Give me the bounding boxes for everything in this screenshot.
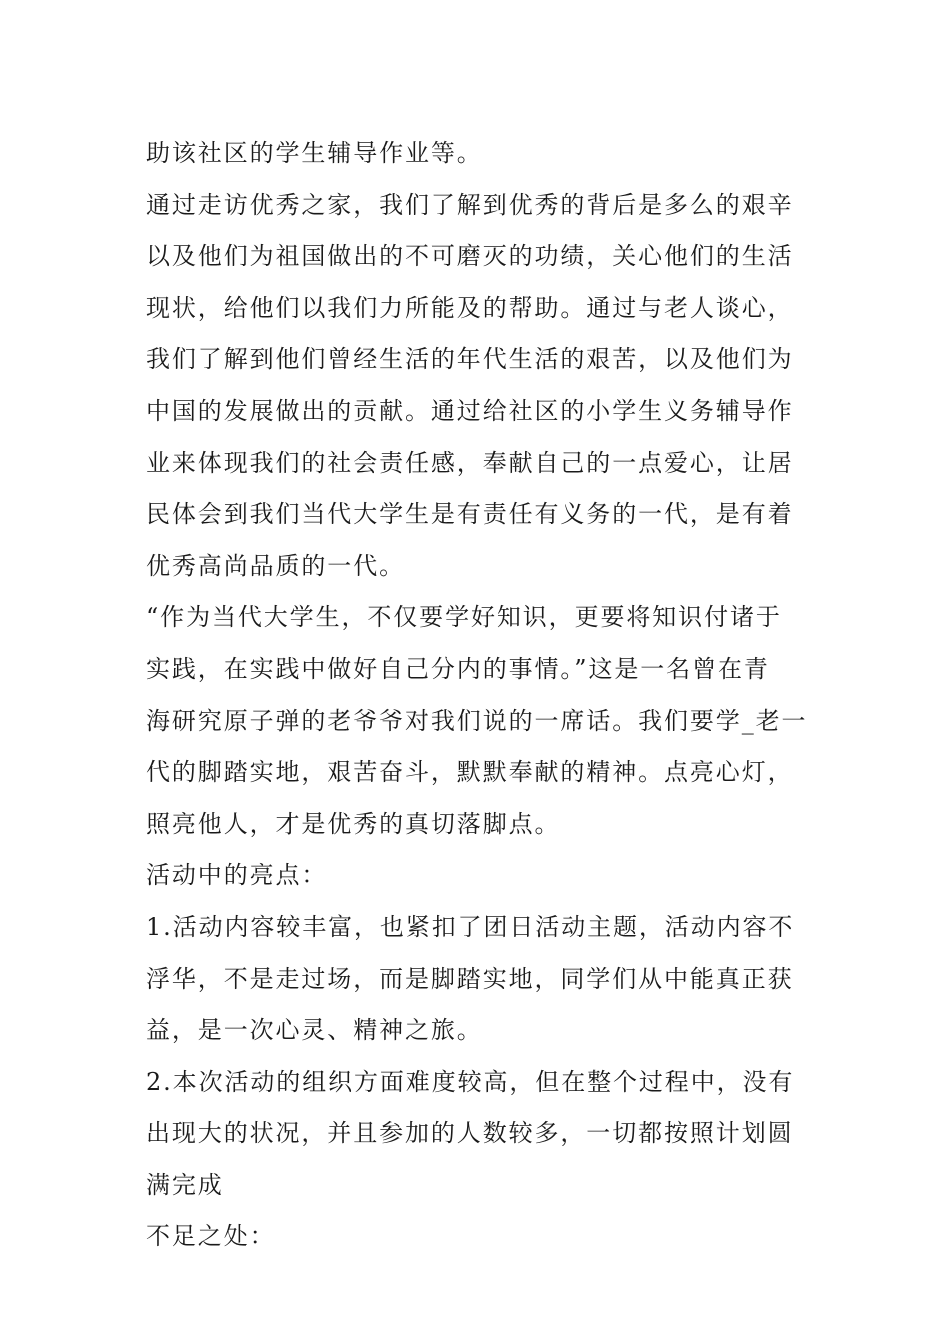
text-line: 优秀高尚品质的一代。 (146, 551, 405, 580)
section-heading: 不足之处： (146, 1222, 276, 1251)
text-line: 现状，给他们以我们力所能及的帮助。通过与老人谈心， (146, 293, 794, 322)
section-heading: 活动中的亮点： (146, 861, 328, 890)
text-line: “作为当代大学生，不仅要学好知识，更要将知识付诸于 (146, 603, 782, 632)
list-item: 1.活动内容较丰富，也紧扣了团日活动主题，活动内容不 (146, 912, 795, 941)
text-line: 我们了解到他们曾经生活的年代生活的艰苦，以及他们为 (146, 345, 794, 374)
text-line: 照亮他人，才是优秀的真切落脚点。 (146, 809, 561, 838)
text-line: 业来体现我们的社会责任感，奉献自己的一点爱心，让居 (146, 448, 794, 477)
text-line: 浮华，不是走过场，而是脚踏实地，同学们从中能真正获 (146, 964, 794, 993)
text-line: 民体会到我们当代大学生是有责任有义务的一代，是有着 (146, 500, 794, 529)
text-line: 出现大的状况，并且参加的人数较多，一切都按照计划圆 (146, 1119, 794, 1148)
text-line: 中国的发展做出的贡献。通过给社区的小学生义务辅导作 (146, 396, 794, 425)
document-body (146, 128, 811, 1263)
list-item: 2.本次活动的组织方面难度较高，但在整个过程中，没有 (146, 1067, 795, 1096)
text-line: 代的脚踏实地，艰苦奋斗，默默奉献的精神。点亮心灯， (146, 758, 794, 787)
text-line: 海研究原子弹的老爷爷对我们说的一席话。我们要学_老一 (146, 706, 808, 735)
text-line: 以及他们为祖国做出的不可磨灭的功绩，关心他们的生活 (146, 242, 794, 271)
text-line: 益，是一次心灵、精神之旅。 (146, 1016, 483, 1045)
text-line: 满完成 (146, 1170, 224, 1199)
text-line: 通过走访优秀之家，我们了解到优秀的背后是多么的艰辛 (146, 190, 794, 219)
text-line: 助该社区的学生辅导作业等。 (146, 139, 483, 167)
text-line: 实践，在实践中做好自己分内的事情。”这是一名曾在青 (146, 654, 770, 683)
